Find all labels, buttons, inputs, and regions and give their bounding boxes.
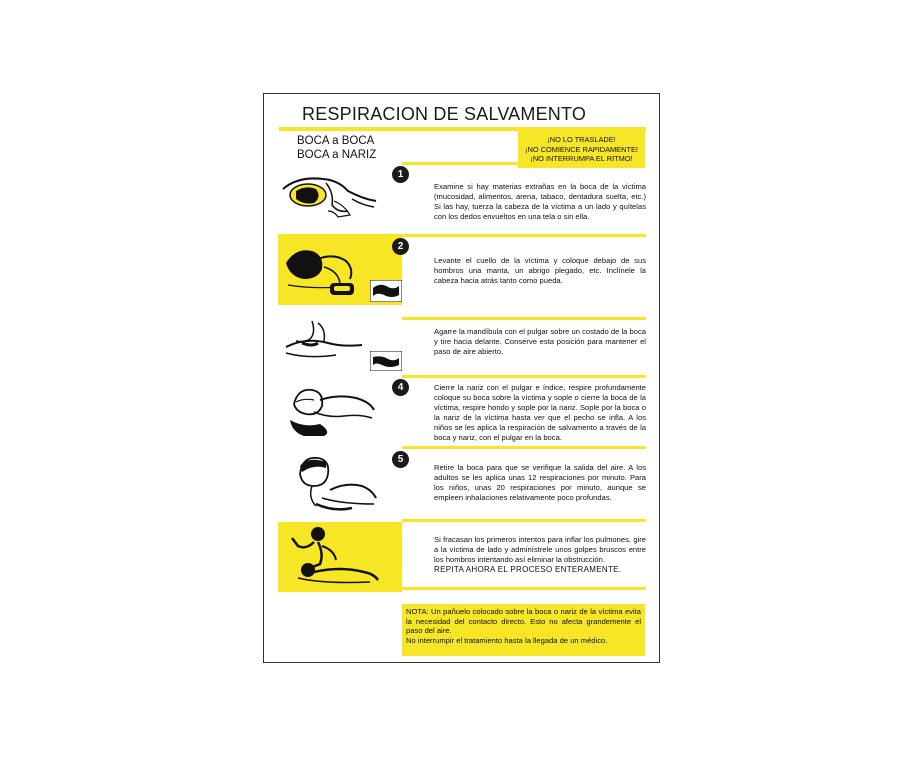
poster: [263, 93, 660, 663]
step-4-text: Cierre la nariz con el pulgar e índice, respire profundamente coloque su boca sobre la víctima y sople o cierre la boca de la víctima, respire hondo y sople por la nariz. Sople por la boca o la nariz de la víctima hasta ver que el pecho se infla. A los niños se les aplica la respiración de salvamento a través de la boca y nariz, con el pulgar en la boca.: [434, 383, 646, 442]
note-text: NOTA: Un pañuelo colocado sobre la boca o nariz de la víctima evita la necesidad del contacto directo. Esto no afecta grandemente el paso del aire.: [406, 607, 641, 636]
step-number-badge: 4: [392, 379, 409, 396]
step-5-text: Retire la boca para que se verifique la salida del aire. A los adultos se les aplica unas 12 respiraciones por minuto. Para los niños, unas 20 respiraciones por minuto, aunque se empleen inhalaciones relativamente poco profundas.: [434, 463, 646, 502]
step-number-badge: 2: [392, 238, 409, 255]
note-text-doctor: No interrumpir el tratamiento hasta la llegada de un médico.: [406, 635, 608, 645]
step-separator: [402, 317, 646, 320]
warning-line: ¡NO COMIENCE RAPIDAMENTE!: [525, 144, 638, 154]
rescue-breathing-icon: [284, 382, 376, 438]
step-1-illustration: [278, 171, 378, 219]
subtitle-mouth-to-nose: BOCA a NARIZ: [297, 149, 377, 161]
step-number-badge: 1: [392, 166, 409, 183]
step-3-text: Agarre la mandíbula con el pulgar sobre un costado de la boca y tire hacia delante. Conserve esta posición para mantener el paso de aire abierto.: [434, 327, 646, 356]
step-separator: [402, 162, 518, 165]
step-4-illustration: [284, 382, 376, 438]
jaw-thrust-icon: [282, 319, 366, 363]
step-2-text: Levante el cuello de la víctima y coloque debajo de sus hombros una manta, un abrigo plegado, etc. Inclínele la cabeza hacia atrás tanto como pueda.: [434, 256, 646, 285]
airway-icon: [370, 280, 402, 302]
step-6-body: Si fracasan los primeros intentos para inflar los pulmones, gire a la víctima de lado y adminístrele unos golpes bruscos entre los hombros intentando así eliminar la obstrucción.: [434, 535, 646, 564]
step-separator: [402, 375, 646, 378]
step-6-text: [434, 535, 646, 575]
step-5-illustration: [286, 454, 378, 512]
step-separator: [402, 446, 646, 449]
step-separator: [402, 519, 646, 522]
step-3-illustration: [282, 319, 366, 363]
step-6-emphasis: REPITA AHORA EL PROCESO ENTERAMENTE.: [434, 565, 622, 574]
step-separator: [402, 234, 646, 237]
warning-line: ¡NO INTERRUMPA EL RITMO!: [530, 154, 633, 163]
step-1-text: Examine si hay materias extrañas en la boca de la víctima (mucosidad, alimentos, arena, tabaco, dentadura suelta, etc.) Si las hay, tuerza la cabeza de la víctima a un lado y quítelas con los dedos envueltos en una tela o sin ella.: [434, 182, 646, 221]
airway-icon: [370, 351, 402, 371]
back-blows-icon: [284, 524, 380, 586]
note-box: [402, 604, 645, 656]
warning-box: [518, 131, 645, 168]
page-title: RESPIRACION DE SALVAMENTO: [302, 104, 587, 124]
airway-diagram-open: [370, 280, 402, 302]
step-6-illustration: [284, 524, 380, 586]
victim-mouth-check-icon: [278, 171, 378, 219]
subtitle-mouth-to-mouth: BOCA a BOCA: [297, 135, 375, 147]
step-separator: [402, 587, 646, 590]
warning-line: ¡NO LO TRASLADE!: [547, 135, 616, 144]
exhale-check-icon: [286, 454, 378, 512]
airway-diagram-closed: [370, 351, 402, 371]
step-number-badge: 5: [392, 451, 409, 468]
